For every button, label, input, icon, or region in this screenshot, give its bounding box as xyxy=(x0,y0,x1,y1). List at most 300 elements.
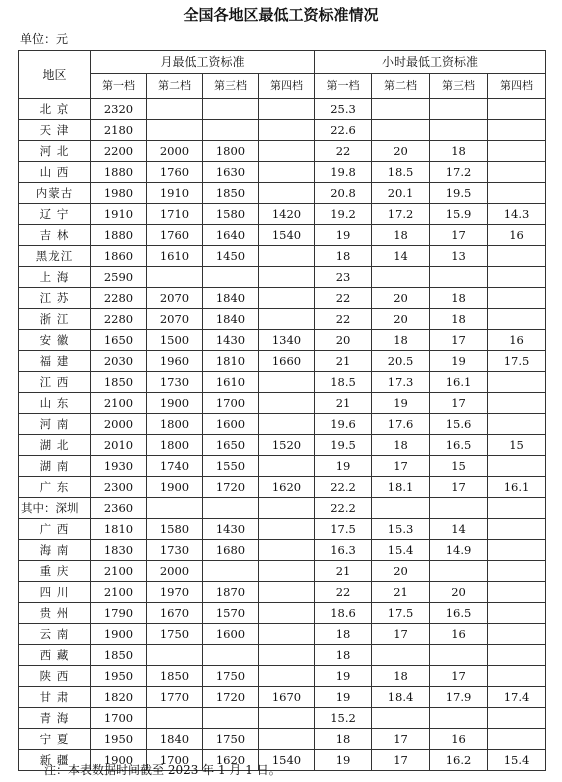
hourly-tier-4-cell xyxy=(488,456,546,477)
monthly-tier-3-cell xyxy=(203,120,259,141)
hourly-tier-1-cell: 19.2 xyxy=(315,204,372,225)
monthly-tier-1-cell: 2590 xyxy=(91,267,147,288)
monthly-tier-3-cell: 1450 xyxy=(203,246,259,267)
hourly-tier-3-cell: 17.9 xyxy=(430,687,488,708)
monthly-tier-4-cell xyxy=(259,183,315,204)
hourly-tier-4-header: 第四档 xyxy=(488,74,546,99)
monthly-tier-2-cell: 2070 xyxy=(147,288,203,309)
monthly-tier-3-cell xyxy=(203,708,259,729)
monthly-tier-3-cell: 1610 xyxy=(203,372,259,393)
region-cell: 安 徽 xyxy=(19,330,91,351)
hourly-tier-3-cell: 17.2 xyxy=(430,162,488,183)
hourly-tier-4-cell: 15 xyxy=(488,435,546,456)
hourly-tier-3-header: 第三档 xyxy=(430,74,488,99)
table-row xyxy=(19,729,546,750)
hourly-tier-1-cell: 18 xyxy=(315,645,372,666)
monthly-tier-1-cell: 2180 xyxy=(91,120,147,141)
monthly-tier-4-cell: 1540 xyxy=(259,225,315,246)
min-wage-table xyxy=(18,50,546,771)
table-row xyxy=(19,204,546,225)
hourly-tier-4-cell: 16 xyxy=(488,225,546,246)
monthly-tier-1-cell: 1650 xyxy=(91,330,147,351)
monthly-tier-2-cell: 1840 xyxy=(147,729,203,750)
monthly-tier-1-cell: 1810 xyxy=(91,519,147,540)
monthly-tier-1-cell: 1950 xyxy=(91,666,147,687)
hourly-tier-1-cell: 18 xyxy=(315,624,372,645)
monthly-tier-3-cell: 1630 xyxy=(203,162,259,183)
hourly-tier-4-cell xyxy=(488,372,546,393)
region-cell: 山 西 xyxy=(19,162,91,183)
hourly-tier-3-cell: 17 xyxy=(430,666,488,687)
hourly-tier-1-cell: 19 xyxy=(315,456,372,477)
hourly-tier-2-cell: 17 xyxy=(372,624,430,645)
hourly-tier-4-cell xyxy=(488,414,546,435)
region-cell: 吉 林 xyxy=(19,225,91,246)
hourly-tier-2-cell: 19 xyxy=(372,393,430,414)
monthly-tier-2-cell: 1850 xyxy=(147,666,203,687)
hourly-tier-4-cell xyxy=(488,540,546,561)
monthly-tier-1-cell: 2280 xyxy=(91,309,147,330)
monthly-tier-4-cell xyxy=(259,498,315,519)
monthly-tier-4-cell xyxy=(259,519,315,540)
hourly-tier-1-cell: 22.6 xyxy=(315,120,372,141)
hourly-tier-3-cell: 17 xyxy=(430,225,488,246)
hourly-tier-3-cell: 15 xyxy=(430,456,488,477)
table-body xyxy=(19,99,546,771)
hourly-tier-4-cell xyxy=(488,645,546,666)
monthly-tier-3-cell: 1430 xyxy=(203,519,259,540)
hourly-tier-2-cell: 15.4 xyxy=(372,540,430,561)
monthly-tier-2-cell: 1500 xyxy=(147,330,203,351)
monthly-tier-4-cell xyxy=(259,456,315,477)
monthly-tier-2-cell: 1730 xyxy=(147,540,203,561)
hourly-tier-3-cell: 14 xyxy=(430,519,488,540)
monthly-tier-1-cell: 1790 xyxy=(91,603,147,624)
monthly-tier-3-cell: 1870 xyxy=(203,582,259,603)
hourly-tier-1-cell: 19 xyxy=(315,225,372,246)
table-row xyxy=(19,687,546,708)
hourly-tier-2-cell: 18 xyxy=(372,666,430,687)
monthly-tier-2-cell: 1760 xyxy=(147,162,203,183)
monthly-tier-1-cell: 2000 xyxy=(91,414,147,435)
region-cell: 湖 北 xyxy=(19,435,91,456)
monthly-tier-3-cell: 1430 xyxy=(203,330,259,351)
hourly-tier-2-cell: 20 xyxy=(372,288,430,309)
region-cell: 贵 州 xyxy=(19,603,91,624)
monthly-tier-2-header: 第二档 xyxy=(147,74,203,99)
hourly-tier-2-cell: 17 xyxy=(372,456,430,477)
monthly-tier-3-cell: 1720 xyxy=(203,687,259,708)
monthly-tier-4-cell: 1340 xyxy=(259,330,315,351)
hourly-tier-2-header: 第二档 xyxy=(372,74,430,99)
table-row xyxy=(19,99,546,120)
table-row xyxy=(19,372,546,393)
monthly-tier-1-cell: 1900 xyxy=(91,624,147,645)
hourly-tier-1-cell: 15.2 xyxy=(315,708,372,729)
monthly-tier-3-cell: 1600 xyxy=(203,414,259,435)
table-row xyxy=(19,582,546,603)
hourly-tier-4-cell xyxy=(488,309,546,330)
monthly-tier-3-cell xyxy=(203,267,259,288)
table-row xyxy=(19,351,546,372)
hourly-tier-1-cell: 22 xyxy=(315,309,372,330)
hourly-tier-3-cell: 17 xyxy=(430,393,488,414)
region-cell: 辽 宁 xyxy=(19,204,91,225)
table-row xyxy=(19,393,546,414)
hourly-tier-4-cell xyxy=(488,708,546,729)
hourly-tier-3-cell: 16 xyxy=(430,729,488,750)
hourly-tier-2-cell: 18 xyxy=(372,225,430,246)
hourly-tier-3-cell xyxy=(430,120,488,141)
monthly-tier-4-cell xyxy=(259,393,315,414)
hourly-tier-2-cell: 14 xyxy=(372,246,430,267)
hourly-tier-2-cell: 18.4 xyxy=(372,687,430,708)
monthly-tier-4-cell xyxy=(259,288,315,309)
table-row xyxy=(19,330,546,351)
table-row xyxy=(19,561,546,582)
monthly-tier-4-cell: 1620 xyxy=(259,477,315,498)
monthly-tier-2-cell: 1750 xyxy=(147,624,203,645)
hourly-tier-2-cell: 18.5 xyxy=(372,162,430,183)
table-row xyxy=(19,120,546,141)
hourly-tier-1-cell: 25.3 xyxy=(315,99,372,120)
monthly-tier-3-cell xyxy=(203,498,259,519)
monthly-tier-3-cell: 1800 xyxy=(203,141,259,162)
table-row xyxy=(19,498,546,519)
region-cell: 内蒙古 xyxy=(19,183,91,204)
region-cell: 河 北 xyxy=(19,141,91,162)
hourly-tier-2-cell xyxy=(372,120,430,141)
monthly-tier-4-cell xyxy=(259,120,315,141)
monthly-tier-2-cell: 1760 xyxy=(147,225,203,246)
region-cell: 河 南 xyxy=(19,414,91,435)
table-row xyxy=(19,456,546,477)
hourly-tier-3-cell: 18 xyxy=(430,288,488,309)
monthly-tier-4-cell xyxy=(259,603,315,624)
hourly-tier-4-cell xyxy=(488,393,546,414)
monthly-tier-4-cell xyxy=(259,729,315,750)
region-cell: 黑龙江 xyxy=(19,246,91,267)
hourly-tier-2-cell: 20.1 xyxy=(372,183,430,204)
region-cell: 海 南 xyxy=(19,540,91,561)
table-row xyxy=(19,246,546,267)
footnote: 注：本表数据时间截至 2023 年 1 月 1 日。 xyxy=(44,763,281,777)
region-cell: 浙 江 xyxy=(19,309,91,330)
hourly-tier-1-cell: 18.5 xyxy=(315,372,372,393)
monthly-tier-1-cell: 1700 xyxy=(91,708,147,729)
region-cell: 福 建 xyxy=(19,351,91,372)
monthly-tier-2-cell: 1580 xyxy=(147,519,203,540)
table-row xyxy=(19,141,546,162)
monthly-tier-3-cell: 1850 xyxy=(203,183,259,204)
unit-label: 单位：元 xyxy=(20,32,69,46)
hourly-tier-1-cell: 21 xyxy=(315,351,372,372)
monthly-tier-4-cell xyxy=(259,141,315,162)
monthly-tier-2-cell: 1700 xyxy=(147,750,203,771)
monthly-tier-2-cell: 2000 xyxy=(147,561,203,582)
hourly-tier-3-cell xyxy=(430,99,488,120)
monthly-tier-2-cell: 2070 xyxy=(147,309,203,330)
hourly-tier-1-cell: 18 xyxy=(315,246,372,267)
monthly-tier-3-cell: 1680 xyxy=(203,540,259,561)
hourly-tier-4-cell xyxy=(488,624,546,645)
monthly-tier-3-cell: 1840 xyxy=(203,309,259,330)
monthly-tier-1-cell: 1910 xyxy=(91,204,147,225)
monthly-tier-2-cell: 1740 xyxy=(147,456,203,477)
monthly-tier-3-cell: 1700 xyxy=(203,393,259,414)
monthly-tier-2-cell xyxy=(147,99,203,120)
monthly-header: 月最低工资标准 xyxy=(91,51,315,74)
hourly-tier-3-cell xyxy=(430,561,488,582)
monthly-tier-4-header: 第四档 xyxy=(259,74,315,99)
hourly-tier-2-cell: 15.3 xyxy=(372,519,430,540)
hourly-tier-3-cell: 19.5 xyxy=(430,183,488,204)
region-cell: 甘 肃 xyxy=(19,687,91,708)
monthly-tier-3-cell: 1810 xyxy=(203,351,259,372)
hourly-tier-1-cell: 16.3 xyxy=(315,540,372,561)
hourly-tier-1-cell: 19.5 xyxy=(315,435,372,456)
monthly-tier-1-cell: 1880 xyxy=(91,225,147,246)
monthly-tier-1-cell: 2100 xyxy=(91,582,147,603)
hourly-tier-3-cell: 16.1 xyxy=(430,372,488,393)
monthly-tier-1-cell: 2100 xyxy=(91,393,147,414)
table-row xyxy=(19,519,546,540)
region-cell: 四 川 xyxy=(19,582,91,603)
region-cell: 新 疆 xyxy=(19,750,91,771)
monthly-tier-3-cell: 1620 xyxy=(203,750,259,771)
hourly-tier-2-cell: 17 xyxy=(372,750,430,771)
region-cell: 宁 夏 xyxy=(19,729,91,750)
hourly-tier-2-cell: 17.2 xyxy=(372,204,430,225)
hourly-tier-4-cell: 15.4 xyxy=(488,750,546,771)
region-header: 地区 xyxy=(19,51,91,99)
monthly-tier-1-cell: 1860 xyxy=(91,246,147,267)
region-cell: 广 西 xyxy=(19,519,91,540)
hourly-tier-1-cell: 19.8 xyxy=(315,162,372,183)
monthly-tier-2-cell: 1670 xyxy=(147,603,203,624)
monthly-tier-2-cell xyxy=(147,267,203,288)
table-row xyxy=(19,708,546,729)
monthly-tier-4-cell xyxy=(259,309,315,330)
table-row xyxy=(19,540,546,561)
monthly-tier-3-cell: 1720 xyxy=(203,477,259,498)
monthly-tier-4-cell: 1540 xyxy=(259,750,315,771)
hourly-tier-4-cell xyxy=(488,561,546,582)
hourly-tier-3-cell: 18 xyxy=(430,141,488,162)
hourly-tier-2-cell: 18 xyxy=(372,330,430,351)
hourly-tier-2-cell: 20 xyxy=(372,561,430,582)
monthly-tier-2-cell: 1710 xyxy=(147,204,203,225)
hourly-tier-1-cell: 22 xyxy=(315,141,372,162)
table-row xyxy=(19,645,546,666)
monthly-tier-1-cell: 2300 xyxy=(91,477,147,498)
hourly-header: 小时最低工资标准 xyxy=(315,51,546,74)
monthly-tier-2-cell: 2000 xyxy=(147,141,203,162)
hourly-tier-1-cell: 17.5 xyxy=(315,519,372,540)
region-cell: 西 藏 xyxy=(19,645,91,666)
hourly-tier-3-cell: 15.9 xyxy=(430,204,488,225)
hourly-tier-3-cell xyxy=(430,708,488,729)
hourly-tier-4-cell xyxy=(488,519,546,540)
table-row xyxy=(19,162,546,183)
monthly-tier-4-cell xyxy=(259,414,315,435)
monthly-tier-3-cell xyxy=(203,561,259,582)
monthly-tier-4-cell xyxy=(259,708,315,729)
monthly-tier-1-cell: 1880 xyxy=(91,162,147,183)
monthly-tier-4-cell xyxy=(259,540,315,561)
hourly-tier-2-cell: 20 xyxy=(372,141,430,162)
region-cell: 山 东 xyxy=(19,393,91,414)
monthly-tier-3-cell: 1570 xyxy=(203,603,259,624)
monthly-tier-2-cell xyxy=(147,645,203,666)
hourly-tier-4-cell xyxy=(488,99,546,120)
hourly-tier-4-cell xyxy=(488,603,546,624)
monthly-tier-1-cell: 2100 xyxy=(91,561,147,582)
monthly-tier-2-cell: 1900 xyxy=(147,393,203,414)
hourly-tier-2-cell: 17.5 xyxy=(372,603,430,624)
hourly-tier-1-cell: 21 xyxy=(315,393,372,414)
hourly-tier-1-cell: 18 xyxy=(315,729,372,750)
hourly-tier-1-cell: 23 xyxy=(315,267,372,288)
monthly-tier-1-cell: 2030 xyxy=(91,351,147,372)
hourly-tier-2-cell: 18 xyxy=(372,435,430,456)
monthly-tier-1-cell: 2280 xyxy=(91,288,147,309)
monthly-tier-1-cell: 1930 xyxy=(91,456,147,477)
hourly-tier-1-header: 第一档 xyxy=(315,74,372,99)
region-cell: 天 津 xyxy=(19,120,91,141)
region-cell: 其中：深圳 xyxy=(19,498,91,519)
hourly-tier-4-cell xyxy=(488,498,546,519)
monthly-tier-4-cell: 1660 xyxy=(259,351,315,372)
page-title: 全国各地区最低工资标准情况 xyxy=(183,6,379,24)
hourly-tier-2-cell xyxy=(372,708,430,729)
hourly-tier-3-cell: 16.5 xyxy=(430,603,488,624)
monthly-tier-3-cell: 1750 xyxy=(203,666,259,687)
hourly-tier-4-cell xyxy=(488,162,546,183)
monthly-tier-1-cell: 1850 xyxy=(91,372,147,393)
monthly-tier-2-cell: 1730 xyxy=(147,372,203,393)
monthly-tier-2-cell xyxy=(147,708,203,729)
monthly-tier-3-header: 第三档 xyxy=(203,74,259,99)
hourly-tier-4-cell: 16 xyxy=(488,330,546,351)
monthly-tier-4-cell: 1520 xyxy=(259,435,315,456)
region-cell: 青 海 xyxy=(19,708,91,729)
monthly-tier-4-cell xyxy=(259,99,315,120)
hourly-tier-3-cell xyxy=(430,645,488,666)
hourly-tier-2-cell xyxy=(372,645,430,666)
monthly-tier-1-cell: 2360 xyxy=(91,498,147,519)
monthly-tier-2-cell: 1970 xyxy=(147,582,203,603)
hourly-tier-2-cell: 18.1 xyxy=(372,477,430,498)
hourly-tier-3-cell: 14.9 xyxy=(430,540,488,561)
hourly-tier-2-cell xyxy=(372,99,430,120)
monthly-tier-3-cell: 1550 xyxy=(203,456,259,477)
hourly-tier-4-cell xyxy=(488,183,546,204)
monthly-tier-1-cell: 1950 xyxy=(91,729,147,750)
monthly-tier-2-cell xyxy=(147,120,203,141)
monthly-tier-1-cell: 1830 xyxy=(91,540,147,561)
monthly-tier-4-cell: 1670 xyxy=(259,687,315,708)
hourly-tier-4-cell: 14.3 xyxy=(488,204,546,225)
hourly-tier-3-cell: 20 xyxy=(430,582,488,603)
monthly-tier-2-cell: 1800 xyxy=(147,414,203,435)
monthly-tier-4-cell: 1420 xyxy=(259,204,315,225)
monthly-tier-2-cell: 1800 xyxy=(147,435,203,456)
monthly-tier-1-cell: 1820 xyxy=(91,687,147,708)
hourly-tier-1-cell: 19 xyxy=(315,750,372,771)
hourly-tier-1-cell: 22.2 xyxy=(315,477,372,498)
hourly-tier-1-cell: 22.2 xyxy=(315,498,372,519)
hourly-tier-3-cell: 19 xyxy=(430,351,488,372)
hourly-tier-1-cell: 21 xyxy=(315,561,372,582)
monthly-tier-4-cell xyxy=(259,645,315,666)
monthly-tier-4-cell xyxy=(259,246,315,267)
hourly-tier-4-cell: 17.5 xyxy=(488,351,546,372)
monthly-tier-4-cell xyxy=(259,162,315,183)
monthly-tier-3-cell: 1650 xyxy=(203,435,259,456)
hourly-tier-1-cell: 19 xyxy=(315,666,372,687)
monthly-tier-1-cell: 2010 xyxy=(91,435,147,456)
hourly-tier-1-cell: 20.8 xyxy=(315,183,372,204)
table-row xyxy=(19,666,546,687)
table-row xyxy=(19,414,546,435)
monthly-tier-2-cell: 1910 xyxy=(147,183,203,204)
monthly-tier-3-cell: 1600 xyxy=(203,624,259,645)
monthly-tier-2-cell xyxy=(147,498,203,519)
monthly-tier-1-cell: 2200 xyxy=(91,141,147,162)
monthly-tier-4-cell xyxy=(259,372,315,393)
hourly-tier-4-cell xyxy=(488,288,546,309)
region-cell: 陕 西 xyxy=(19,666,91,687)
hourly-tier-3-cell: 16.2 xyxy=(430,750,488,771)
hourly-tier-4-cell xyxy=(488,666,546,687)
monthly-tier-1-cell: 1900 xyxy=(91,750,147,771)
monthly-tier-1-cell: 2320 xyxy=(91,99,147,120)
hourly-tier-1-cell: 22 xyxy=(315,288,372,309)
monthly-tier-3-cell xyxy=(203,99,259,120)
hourly-tier-4-cell: 16.1 xyxy=(488,477,546,498)
monthly-tier-2-cell: 1900 xyxy=(147,477,203,498)
monthly-tier-4-cell xyxy=(259,267,315,288)
hourly-tier-1-cell: 22 xyxy=(315,582,372,603)
hourly-tier-1-cell: 18.6 xyxy=(315,603,372,624)
table-row xyxy=(19,183,546,204)
monthly-tier-1-header: 第一档 xyxy=(91,74,147,99)
hourly-tier-3-cell: 17 xyxy=(430,330,488,351)
region-cell: 上 海 xyxy=(19,267,91,288)
hourly-tier-4-cell xyxy=(488,141,546,162)
hourly-tier-3-cell xyxy=(430,498,488,519)
region-cell: 重 庆 xyxy=(19,561,91,582)
monthly-tier-2-cell: 1610 xyxy=(147,246,203,267)
monthly-tier-4-cell xyxy=(259,666,315,687)
hourly-tier-3-cell: 17 xyxy=(430,477,488,498)
hourly-tier-1-cell: 19.6 xyxy=(315,414,372,435)
monthly-tier-3-cell: 1640 xyxy=(203,225,259,246)
monthly-tier-1-cell: 1850 xyxy=(91,645,147,666)
hourly-tier-3-cell: 16 xyxy=(430,624,488,645)
region-cell: 江 苏 xyxy=(19,288,91,309)
table-row xyxy=(19,624,546,645)
hourly-tier-2-cell: 17.6 xyxy=(372,414,430,435)
region-cell: 江 西 xyxy=(19,372,91,393)
monthly-tier-2-cell: 1960 xyxy=(147,351,203,372)
hourly-tier-2-cell xyxy=(372,267,430,288)
hourly-tier-1-cell: 20 xyxy=(315,330,372,351)
table-row xyxy=(19,435,546,456)
table-row xyxy=(19,603,546,624)
hourly-tier-3-cell: 13 xyxy=(430,246,488,267)
